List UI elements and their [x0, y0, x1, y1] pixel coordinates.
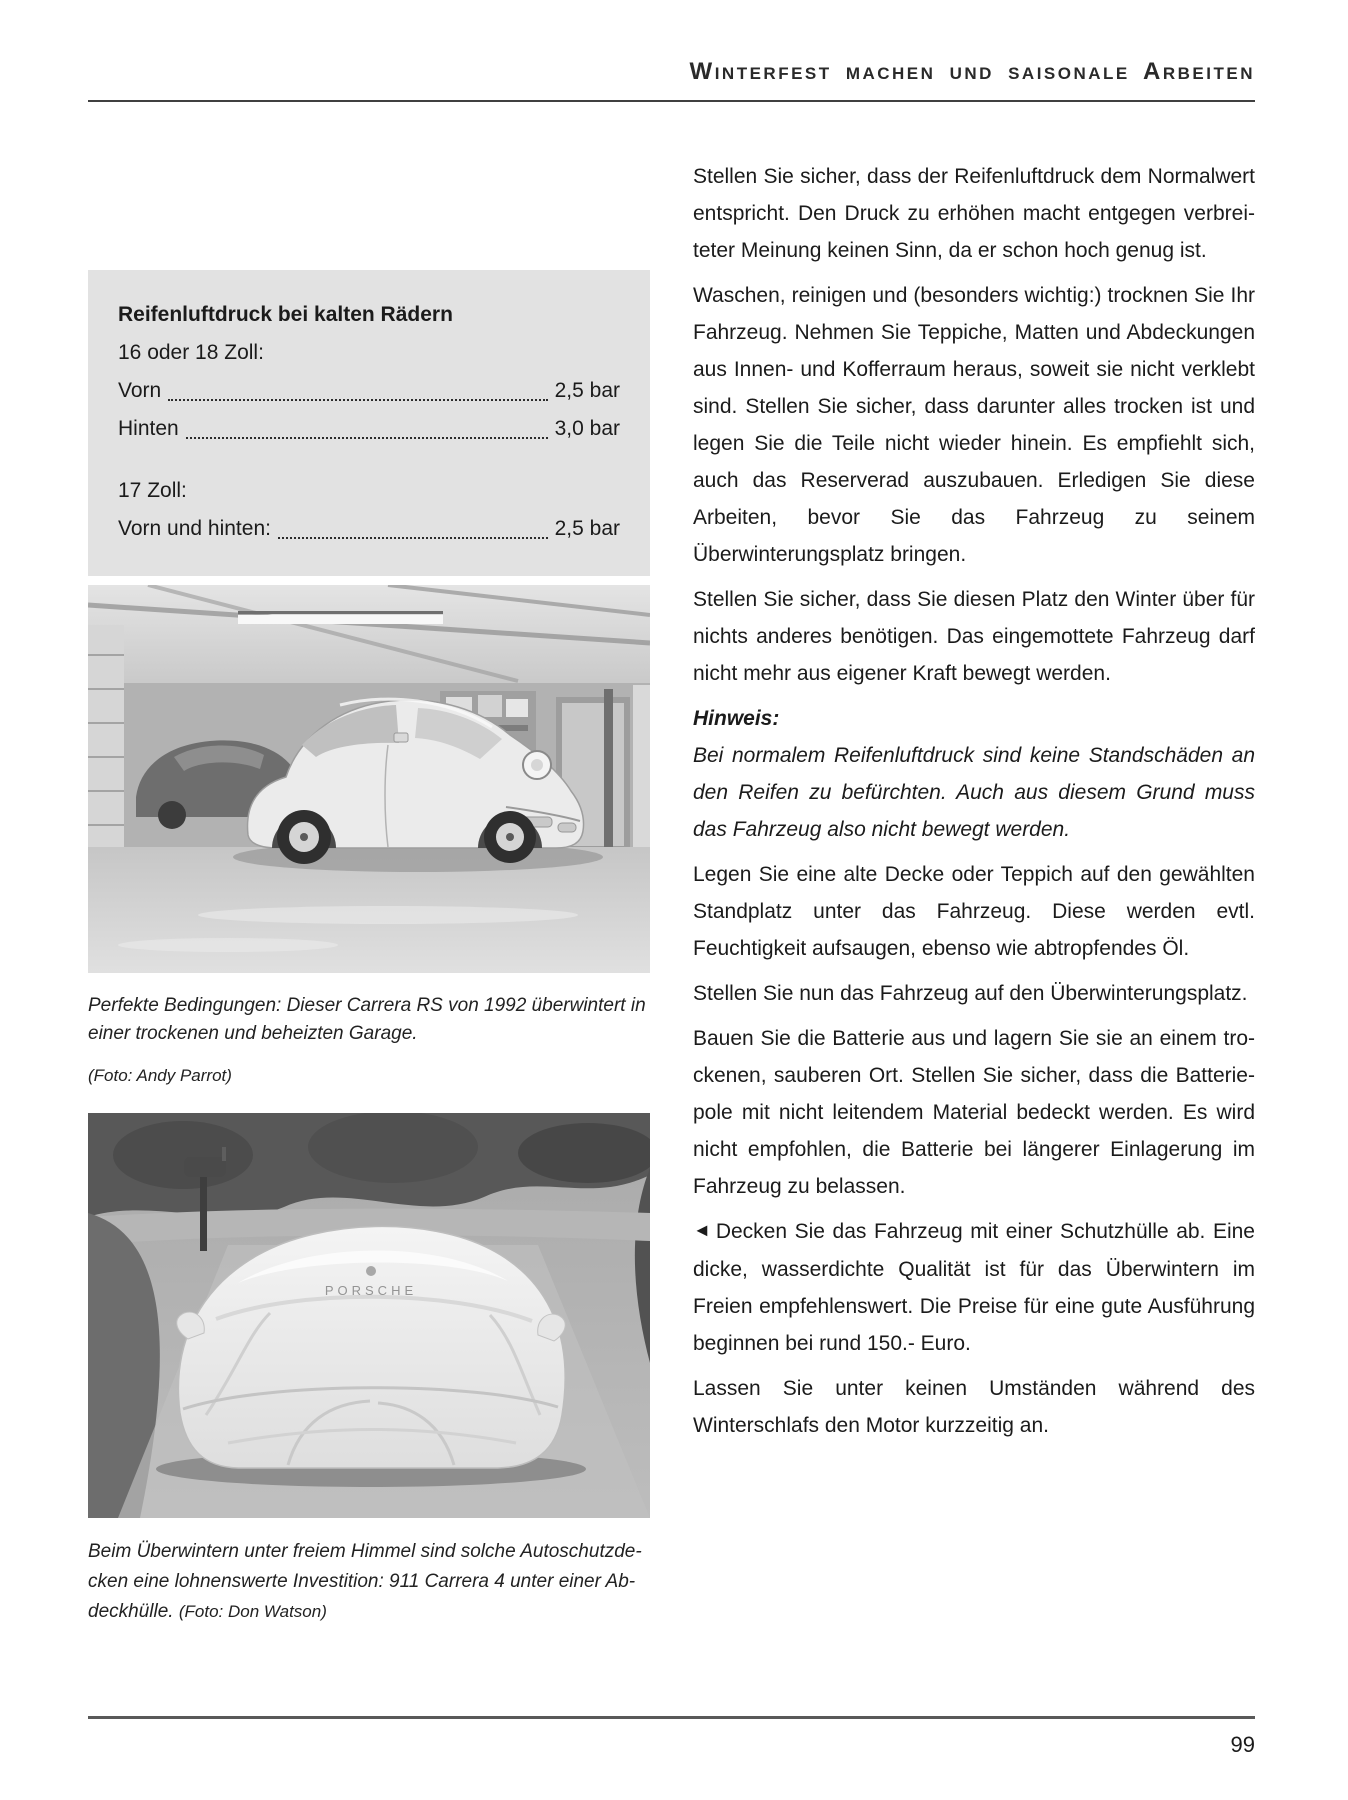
pressure-row-value: 2,5 bar [554, 379, 620, 402]
note-block [693, 700, 1255, 848]
pressure-row-value: 2,5 bar [554, 517, 620, 540]
pressure-row-rear [118, 410, 620, 448]
page-number: 99 [1230, 1732, 1255, 1757]
paragraph-engine: Lassen Sie unter keinen Umständen während des Winterschlafs den Motor kurzzeitig an. [693, 1377, 1255, 1437]
photo-credit: (Foto: Don Watson) [178, 1602, 327, 1621]
caption-text: Beim Überwintern unter freiem Himmel sind solche Autoschutzdecken eine lohnenswerte Investition: 911 Carrera 4 unter einer Abdeckhülle. [88, 1541, 642, 1622]
running-header-title: Winterfest machen und saisonale Arbeiten [689, 58, 1255, 85]
dotted-leader [186, 410, 548, 439]
pressure-row-label: Hinten [118, 417, 179, 440]
garage-photo-illustration [88, 585, 650, 973]
pressure-row-value: 3,0 bar [554, 417, 620, 440]
covered-car-photo [88, 1113, 650, 1518]
box-spacer [118, 448, 620, 472]
paragraph-blanket: Legen Sie eine alte Decke oder Teppich auf den gewählten Standplatz unter das Fahrzeug. Diese werden evtl. Feuchtigkeit aufsaugen, ebenso wie abtropfendes Öl. [693, 863, 1255, 960]
cover-brand-label: PORSCHE [324, 1283, 418, 1298]
left-arrow-marker: ◄ [693, 1220, 711, 1240]
header-rule [88, 100, 1255, 102]
pressure-row-label: Vorn [118, 379, 162, 402]
wheel-size-17-label: 17 Zoll: [118, 479, 187, 502]
tire-pressure-box [88, 270, 650, 576]
garage-photo [88, 585, 650, 973]
paragraph-cover [693, 1213, 1255, 1362]
pressure-row-front-rear [118, 510, 620, 548]
garage-photo-caption [88, 992, 650, 1090]
paragraph-park: Stellen Sie nun das Fahrzeug auf den Überwinterungsplatz. [693, 982, 1248, 1005]
paragraph-storage-place: Stellen Sie sicher, dass Sie diesen Platz den Winter über für nichts anderes benötigen. Das eingemottete Fahrzeug darf nicht mehr aus eigener Kraft bewegt werden. [693, 588, 1255, 685]
paragraph-cover-text: Decken Sie das Fahrzeug mit einer Schutzhülle ab. Eine dicke, wasserdichte Qualität ist für das Überwintern im Freien empfehlenswert. Die Preise für eine gute Ausführung beginnen bei rund 150.- Euro. [693, 1220, 1255, 1355]
photo-credit: (Foto: Andy Parrot) [88, 1066, 232, 1085]
pressure-row-label: Vorn und hinten: [118, 517, 271, 540]
covered-car-caption [88, 1537, 650, 1627]
paragraph-washing: Waschen, reinigen und (besonders wichtig:) trocknen Sie Ihr Fahrzeug. Nehmen Sie Teppiche, Matten und Abdeckungen aus Innen- und Kofferraum heraus, soweit sie nicht verklebt sind. Stellen Sie sicher, dass darunter alles trocken ist und legen Sie die Teile nicht wieder hinein. Es empfiehlt sich, auch das Reserverad auszubauen. Erledigen Sie diese Arbeiten, bevor Sie das Fahrzeug zu seinem Überwinterungsplatz bringen. [693, 284, 1255, 566]
caption-text: Perfekte Bedingungen: Dieser Carrera RS von 1992 überwintert in einer trockenen und beheizten Garage. [88, 995, 646, 1044]
note-title: Hinweis: [693, 707, 780, 730]
dotted-leader [278, 510, 548, 539]
covered-car-illustration [88, 1113, 650, 1518]
paragraph-battery: Bauen Sie die Batterie aus und lagern Sie sie an einem trockenen, sauberen Ort. Stellen Sie sicher, dass die Batteriepole mit nicht leitendem Material bedeckt werden. Es wird nicht empfohlen, die Batterie bei längerer Einlagerung im Fahrzeug zu belassen. [693, 1027, 1255, 1198]
body-text-column [693, 158, 1255, 1452]
pressure-row-front [118, 372, 620, 410]
tire-pressure-box-title: Reifenluftdruck bei kalten Rädern [118, 303, 453, 326]
footer-rule [88, 1716, 1255, 1719]
dotted-leader [168, 372, 547, 401]
paragraph-tire-pressure: Stellen Sie sicher, dass der Reifenluftdruck dem Normalwert entspricht. Den Druck zu erhöhen macht entgegen verbreiteter Meinung keinen Sinn, da er schon hoch genug ist. [693, 165, 1255, 262]
note-text: Bei normalem Reifenluftdruck sind keine Standschäden an den Reifen zu befürchten. Auch aus diesem Grund muss das Fahrzeug also nicht bewegt werden. [693, 744, 1255, 841]
wheel-size-16-18-label: 16 oder 18 Zoll: [118, 341, 264, 364]
